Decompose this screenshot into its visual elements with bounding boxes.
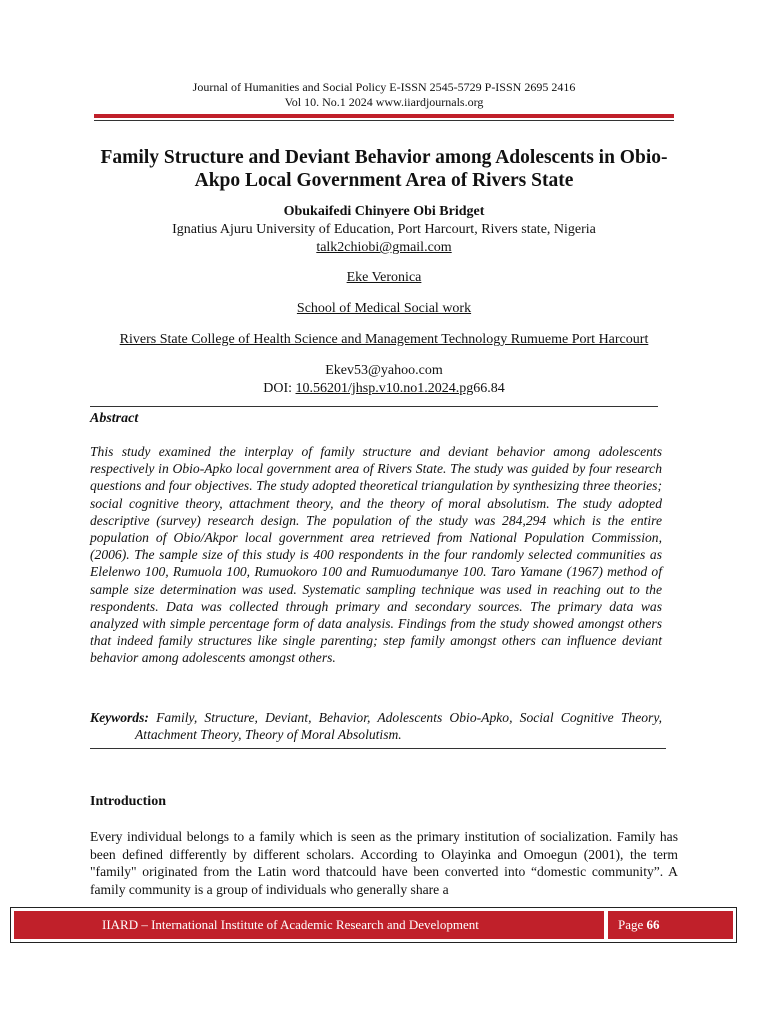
author-email-2: Ekev53@yahoo.com (325, 363, 443, 378)
doi-suffix: 66.84 (473, 381, 505, 396)
author-name-2: Eke Veronica (346, 270, 422, 285)
doi-line (0, 380, 768, 398)
page-label: Page (618, 917, 647, 932)
journal-header-line2: Vol 10. No.1 2024 www.iiardjournals.org (284, 95, 484, 109)
page-footer (10, 907, 737, 943)
header-dark-rule (94, 120, 674, 121)
affiliation-3: Rivers State College of Health Science and Management Technology Rumueme Port Harcourt (119, 332, 649, 347)
affiliation-1: Ignatius Ajuru University of Education, Port Harcourt, Rivers state, Nigeria (172, 222, 596, 237)
introduction-text: Every individual belongs to a family which is seen as the primary institution of socialization. Family has been defined differently by different scholars. According to Olayinka and Omoegun (2001), the term "family" originated from the Latin word thatcould have been converted into “domestic community”. A family community is a group of individuals who generally share a (90, 829, 678, 897)
footer-page-number (608, 911, 733, 939)
author-name-1: Obukaifedi Chinyere Obi Bridget (283, 204, 485, 219)
author-email-1[interactable]: talk2chiobi@gmail.com (316, 240, 452, 255)
keywords-bottom-rule (90, 748, 666, 749)
doi-prefix: DOI: (263, 381, 296, 396)
keywords-text: Family, Structure, Deviant, Behavior, Adolescents Obio-Apko, Social Cognitive Theory, Attachment Theory, Theory of Moral Absolutism. (135, 710, 662, 743)
abstract-top-rule (90, 406, 658, 407)
doi-link[interactable]: 10.56201/jhsp.v10.no1.2024.pg (295, 381, 474, 396)
page-number: 66 (646, 917, 660, 932)
abstract-text: This study examined the interplay of family structure and deviant behavior among adolescents respectively in Obio-Apko local government area of Rivers State. The study was guided by four research questions and four objectives. The study adopted theoretical triangulation by synthesizing three theories; social cognitive theory, attachment theory, and the theory of moral absolutism. The study adopted descriptive (survey) research design. The population of the study was 284,294 which is the entire population of Obio/Akpor local government area retrieved from National Population Commission, (2006). The sample size of this study is 400 respondents in the four randomly selected communities as Elelenwo 100, Rumuola 100, Rumuokoro 100 and Rumuodumanye 100. Taro Yamane (1967) method of sample size determination was used. Systematic sampling technique was used in reaching out to the respondents. Data was collected through primary and secondary sources. The primary data was analyzed with simple percentage form of data analysis. Findings from the study showed amongst others that indeed family structures like single parenting; step family amongst others can influence deviant behavior among adolescents amongst others. (90, 444, 662, 666)
header-red-rule (94, 114, 674, 118)
journal-header-line1: Journal of Humanities and Social Policy E-ISSN 2545-5729 P-ISSN 2695 2416 (192, 80, 576, 94)
keywords-label: Keywords: (90, 710, 149, 725)
article-title: Family Structure and Deviant Behavior among Adolescents in Obio-Akpo Local Government Area of Rivers State (100, 147, 668, 191)
affiliation-2: School of Medical Social work (296, 301, 472, 316)
footer-publisher: IIARD – International Institute of Academic Research and Development (14, 911, 604, 939)
keywords-paragraph (90, 709, 662, 743)
introduction-heading: Introduction (90, 794, 166, 809)
abstract-heading: Abstract (90, 411, 139, 426)
